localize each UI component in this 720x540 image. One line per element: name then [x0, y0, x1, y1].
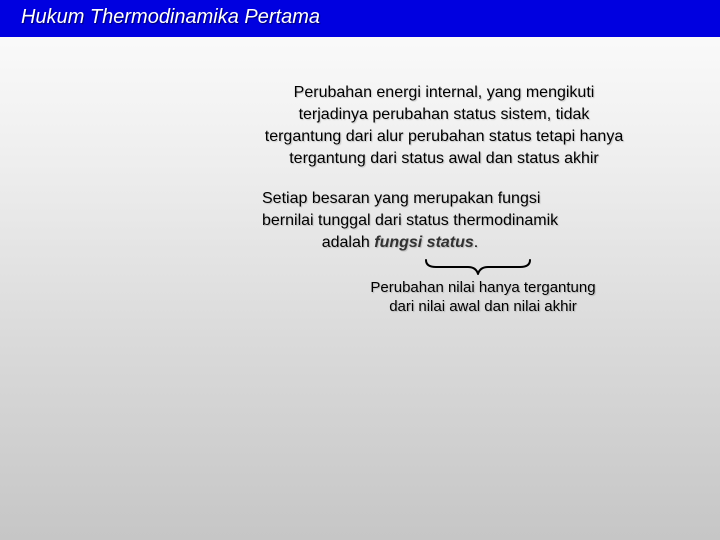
state-function-suffix: . [473, 234, 479, 251]
state-function-line-3 [262, 232, 538, 254]
state-function-term: fungsi status [374, 234, 474, 251]
definition-line-3: tergantung dari alur perubahan status tetapi hanya [264, 128, 624, 145]
definition-paragraph [232, 82, 656, 170]
underbrace-icon [424, 257, 532, 277]
definition-line-2: terjadinya perubahan status sistem, tidak [298, 106, 590, 123]
annotation-line-2: dari nilai awal dan nilai akhir [389, 298, 577, 315]
state-function-prefix: adalah [321, 234, 375, 251]
state-function-paragraph [262, 188, 559, 254]
title-bar [0, 0, 720, 37]
slide-title: Hukum Thermodinamika Pertama [21, 6, 320, 28]
annotation-paragraph [340, 278, 626, 316]
definition-line-1: Perubahan energi internal, yang mengikuti [293, 84, 595, 101]
definition-line-4: tergantung dari status awal dan status akhir [289, 150, 599, 167]
state-function-line-2: bernilai tunggal dari status thermodinamik [262, 212, 559, 229]
annotation-line-1: Perubahan nilai hanya tergantung [370, 279, 596, 296]
state-function-line-1: Setiap besaran yang merupakan fungsi [262, 190, 541, 207]
